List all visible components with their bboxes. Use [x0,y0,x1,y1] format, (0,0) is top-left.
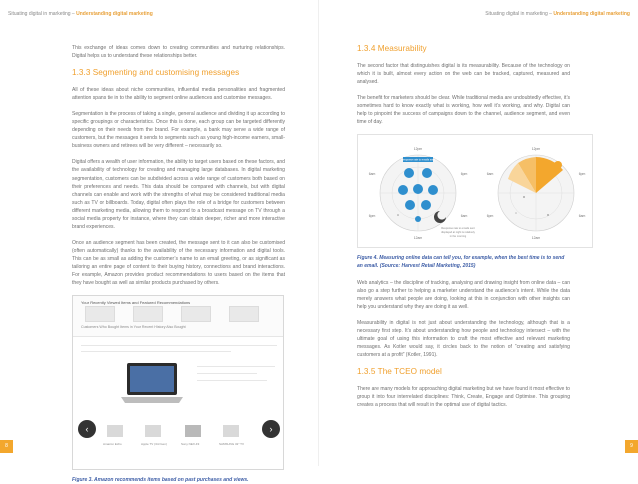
left-column [72,44,285,484]
svg-text:12pm: 12pm [531,147,541,152]
product-thumb [133,306,163,322]
svg-text:6am: 6am [460,214,468,219]
figure-header: Your Recently Viewed Items and Featured Recommendations [81,300,191,306]
figure4-caption: Figure 4. Measuring online data can tell you, for example, when the best time is to send an email. (Source: Harvest Retail Marketing, 2015) [357,255,565,269]
paragraph: The second factor that distinguishes digital is its measurability. Because of the technology on which it is built, almost every action on the web can be tracked, captured, measured and analysed. [357,63,570,86]
email-time-figure [357,134,593,248]
svg-text:6pm: 6pm [460,172,468,177]
svg-text:6am: 6am [368,172,376,177]
paragraph: All of these ideas about niche communities, influential media personalities and fragmented attention spans tie in to the ability to segment online audiences and customise messages. [72,87,285,102]
page-number-left: 8 [0,440,13,453]
carousel-item[interactable] [107,425,123,437]
svg-text:6pm: 6pm [368,214,376,219]
paragraph: Digital offers a wealth of user information, the ability to target users based on these factors, and the availability of technology for creating and managing large databases. In digital marketing segmentation, customers can be subdivided across a wide range of customers both based on their preferences and needs. This data should be compared with channels, but with digital channels can enable and work with the strengths of what may be considered traditional media such as TV or billboards. Today, digital often plays the role of a bridge for customers between different marketing media, allowing them to respond to a broadcast message on TV through a social media property for instance, where they can obtain deeper, richer and more interactive brand experiences. [72,159,285,230]
product-thumb [229,306,259,322]
carousel-item[interactable] [185,425,201,437]
right-column [357,44,586,417]
heading-measurability: 1.3.4 Measurability [357,44,427,53]
paragraph: The benefit for marketers should be clear. While traditional media are undoubtedly effective, it’s sometimes hard to know exactly what is working, how well it’s working, and why. Digital can help to pinpoint the success of campaigns down to the channel, audience segment, and even time of day. [357,95,570,126]
text-line [197,373,257,374]
running-header-right: Situating digital in marketing – Understanding digital marketing [485,11,630,17]
amazon-figure [72,295,284,470]
carousel-item[interactable] [145,425,161,437]
svg-text:6am: 6am [486,172,494,177]
clock-diagrams [358,135,594,249]
text-line [197,366,275,367]
svg-text:Response rate to emails sent: Response rate to emails sent [401,159,435,163]
svg-text:in the morning: in the morning [449,235,467,239]
svg-text:6pm: 6pm [486,214,494,219]
figure-subheader: Customers Who Bought Items in Your Recent History Also Bought [81,325,186,330]
left-clock [369,147,476,240]
svg-text:displayed at night is relative: displayed at night is relatively [441,231,475,235]
svg-text:6pm: 6pm [578,172,586,177]
figure3-caption: Figure 3. Amazon recommends items based on past purchases and views. [72,477,249,484]
carousel-right-arrow[interactable]: › [262,420,280,438]
heading-tceo: 1.3.5 The TCEO model [357,367,442,377]
divider [81,345,277,346]
text-line [197,380,267,381]
running-header-left: Situating digital in marketing – Understanding digital marketing [8,11,153,17]
paragraph: Once an audience segment has been created, the message sent to it can also be customised (often automatically) thanks to the availability of the necessary information and digital tools. This can be as small as adding the customer’s name to an email greeting, or as significant as tailoring an entire page of content to their buying history, connections and brand interactions. For example, Amazon provides product recommendations to users based on the items that they have bought as well as similar products purchased by others. [72,239,285,287]
carousel-item-label: Sony NEX-F3 [181,442,200,447]
right-page [319,0,638,466]
svg-text:12am: 12am [413,236,423,241]
product-thumb [181,306,211,322]
paragraph: Web analytics – the discipline of tracking, analysing and drawing insight from online data – can also go a step further to helping a marketer understand the audience’s intent. While the data merely answers what people are doing, looking at this in conjunction with other insights can help you understand why they are doing it as well. [357,279,570,311]
paragraph: Measurability in digital is not just about understanding the technology, although that is a necessary first step. It’s about understanding how people and technology intersect – with the ultimate goal of using this information to craft the most effective and relevant marketing messages. As Kotler would say, it circles back to the notion of “creating and satisfying customers at a profit” (Kotler, 1991). [357,320,570,359]
carousel-item-label: Apple TV (3rd Gen) [141,442,167,447]
intro-paragraph: This exchange of ideas comes down to creating communities and nurturing relationships. Digital helps us to understand these relationships better. [72,45,285,60]
svg-text:12am: 12am [531,236,541,241]
laptop-image [119,359,185,409]
carousel-item[interactable] [223,425,239,437]
svg-text:12pm: 12pm [413,147,423,152]
paragraph: There are many models for approaching digital marketing but we have found it most effective to group it into four interrelated disciplines: Think, Create, Engage and Optimise. This grouping creates a process that will result in the optimal use of digital tactics. [357,386,570,409]
paragraph: Segmentation is the process of taking a single, general audience and dividing it up according to specific groupings or characteristics. Once this is done, each group can be targeted differently depending on their needs from the brand. For example, a bank may serve a wide range of customers, but the messages it sends to segments such as young high-income earners, small-business owners and retirees will be very different – necessarily so. [72,111,285,150]
svg-text:6am: 6am [578,214,586,219]
heading-segmenting: 1.3.3 Segmenting and customising messages [72,68,240,78]
divider [81,351,231,352]
page-number-right: 9 [625,440,638,453]
svg-text:Response rate to emails sent: Response rate to emails sent [441,227,475,231]
carousel-item-label: Amazon Echo [103,442,122,447]
right-clock [487,147,586,240]
product-thumb [85,306,115,322]
carousel-item-label: SAMSUNG 32" TV [219,442,245,447]
carousel-left-arrow[interactable]: ‹ [78,420,96,438]
